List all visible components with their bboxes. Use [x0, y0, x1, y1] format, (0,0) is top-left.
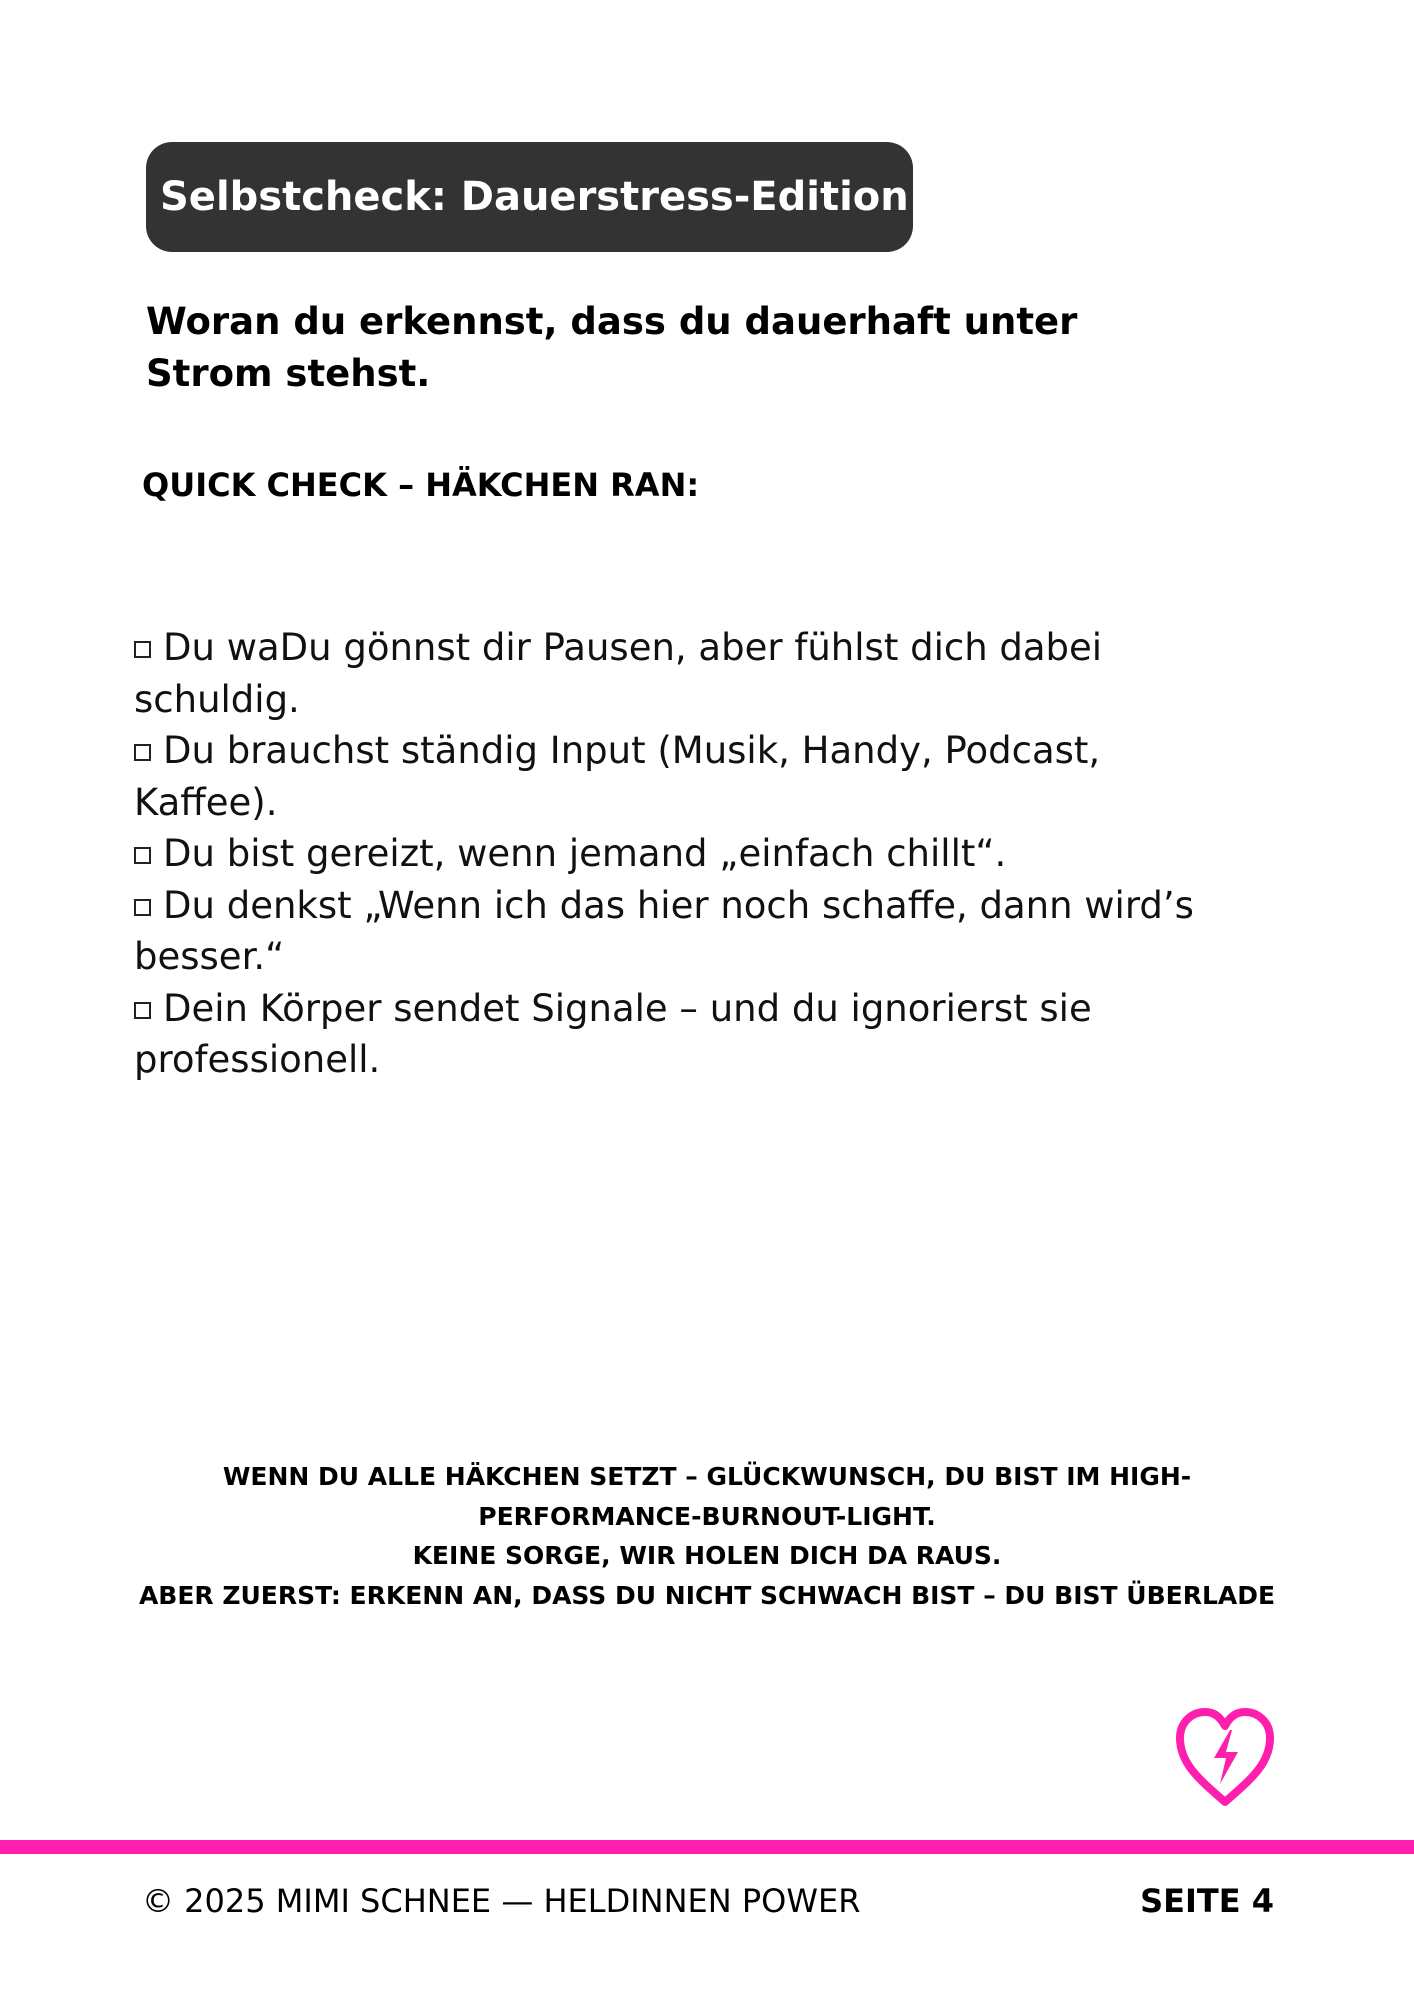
warning-line: WENN DU ALLE HÄKCHEN SETZT – GLÜCKWUNSCH, DU BIST IM HIGH-	[222, 1462, 1192, 1491]
checklist-item-text: Du denkst „Wenn ich das hier noch schaffe, dann wird’s besser.“	[134, 883, 1194, 978]
checklist-item	[134, 880, 1254, 983]
checklist-item-text: Du brauchst ständig Input (Musik, Handy, Podcast, Kaffee).	[134, 729, 1101, 824]
checklist-item	[134, 828, 1254, 880]
quick-check-heading: QUICK CHECK – HÄKCHEN RAN:	[142, 466, 700, 504]
footer-copyright: © 2025 MIMI SCHNEE — HELDINNEN POWER	[142, 1882, 861, 1920]
checklist-item-text: Du bist gereizt, wenn jemand „einfach chillt“.	[163, 832, 1007, 875]
warning-line: ABER ZUERST: ERKENN AN, DASS DU NICHT SCHWACH BIST – DU BIST ÜBERLADE	[138, 1580, 1276, 1610]
warning-line: PERFORMANCE-BURNOUT-LIGHT.	[478, 1501, 936, 1531]
checkbox-icon[interactable]	[134, 847, 151, 864]
warning-block	[120, 1457, 1294, 1615]
checklist-item	[134, 622, 1254, 725]
page-subtitle: Woran du erkennst, dass du dauerhaft unter Strom stehst.	[146, 300, 1078, 395]
checkbox-icon[interactable]	[134, 1002, 151, 1019]
page-title: Selbstcheck: Dauerstress-Edition	[160, 174, 909, 220]
checkbox-icon[interactable]	[134, 899, 151, 916]
warning-line: KEINE SORGE, WIR HOLEN DICH DA RAUS.	[412, 1541, 1002, 1570]
checklist-item-text: Du waDu gönnst dir Pausen, aber fühlst dich dabei schuldig.	[134, 626, 1103, 721]
checkbox-icon[interactable]	[134, 641, 151, 658]
checklist	[134, 622, 1254, 1086]
page-number: SEITE 4	[1140, 1882, 1274, 1920]
checkbox-icon[interactable]	[134, 744, 151, 761]
title-banner	[146, 142, 913, 252]
footer-divider	[0, 1840, 1414, 1854]
checklist-item	[134, 983, 1254, 1086]
checklist-item	[134, 725, 1254, 828]
checklist-item-text: Dein Körper sendet Signale – und du ignorierst sie professionell.	[134, 986, 1092, 1081]
heart-lightning-icon	[1170, 1702, 1280, 1812]
